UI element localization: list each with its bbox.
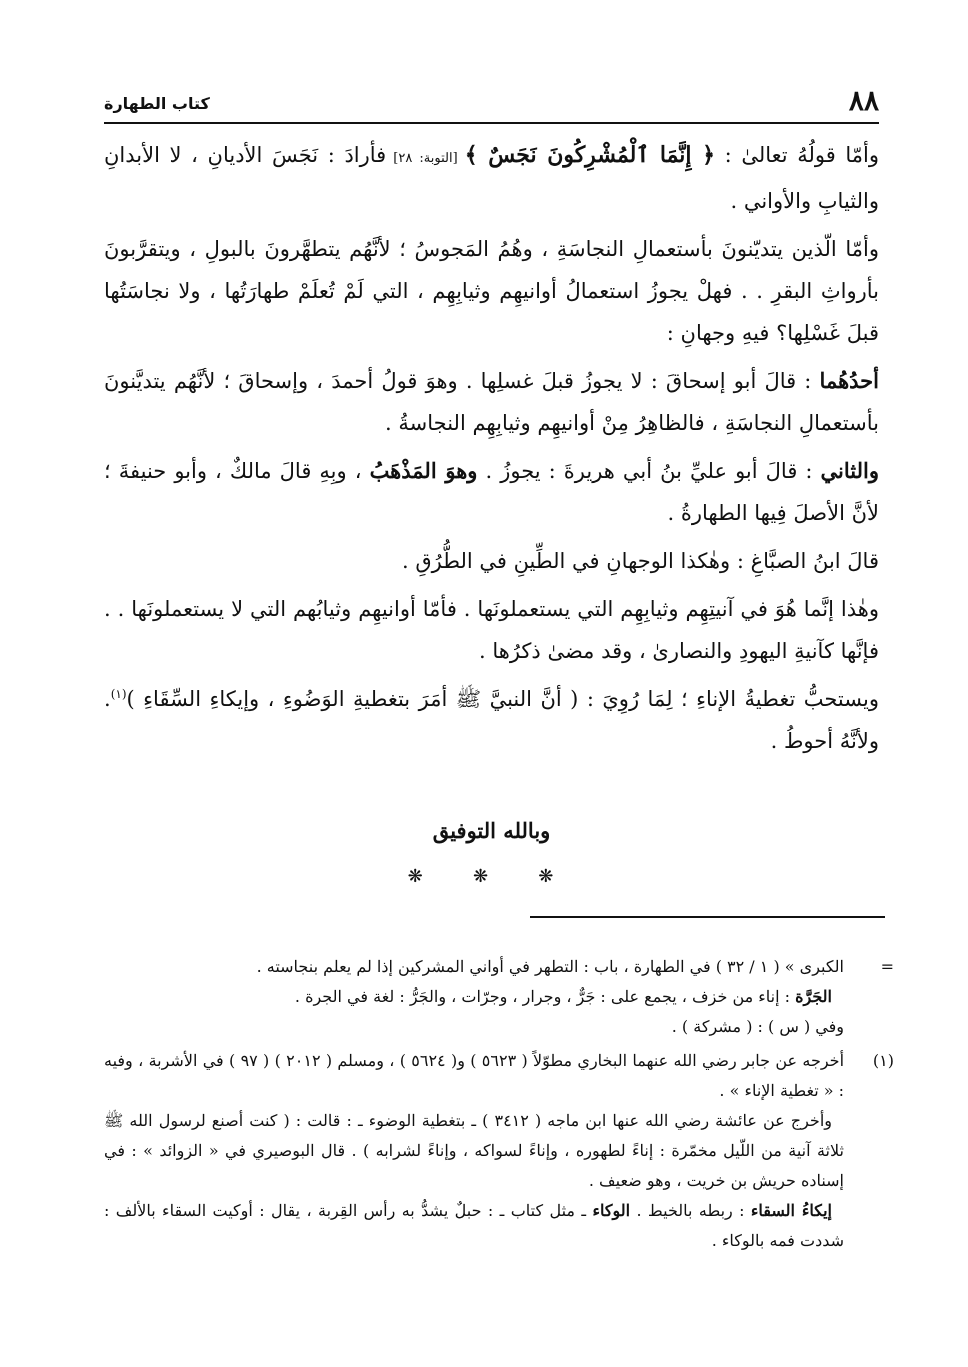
footnote-line [104,1196,844,1256]
footnotes [104,952,894,1260]
second-view-text: : قالَ أبو عليِّ بنُ أبي هريرةَ : يجوزُ . [477,459,821,483]
footnote-reference[interactable]: (١) [110,687,127,701]
footnote-line: أخرجه عن جابر رضي الله عنهما البخاري مطوّلاً ( ٥٦٢٣ ) و( ٥٦٢٤ ) ، ومسلم ( ٢٠١٢ ) ( ٩٧ ) في الأشربة ، وفيه : « تغطية الإناء » . [104,1051,845,1100]
covering-end: . ولأنَّهُ أحوطُ . [104,687,879,753]
gloss-term: الوكاء [592,1201,631,1220]
gloss-text: ـ مثل كتاب ـ : حبلٌ يشدُّ به رأس القِربة ، يقال : أوكيت السقاء بالألف : شددت فمه بالوكاء . [104,1201,844,1250]
footnote-1-marker: (١) [872,1051,894,1070]
paragraph-second-view [104,450,879,534]
footnote-continued [104,952,894,1042]
footnote-line: الكبرى » ( ١ / ٣٢ ) في الطهارة ، باب : التطهر في أواني المشركين إذا لم يعلم بنجاسته . [256,957,844,976]
gloss-term: إيكاءُ السقاء [750,1201,832,1220]
madhhab-label: وهوَ المَذْهَبُ [369,458,478,483]
first-view-label: أحدُهُما [819,368,879,393]
closing-phrase: وبالله التوفيق [432,818,551,843]
footnote-line: وفي ( س ) : ( مشركة ) . [671,1017,844,1036]
footnote-continued-marker: = [880,957,894,976]
gloss-text: : ربطه بالخيط . [630,1201,751,1220]
page-header [104,82,879,124]
covering-text: ويستحبُّ تغطيةُ الإناءِ ؛ لِمَا رُوِيَ : ( أنَّ النبيَّ ﷺ أمَرَ بتغطيةِ الوَضُوءِ ، وإيكاءِ السِّقَاءِ ) [126,687,879,711]
first-view-text: : قالَ أبو إسحاقَ : لا يجوزُ قبلَ غسلِها . وهوَ قولُ أحمدَ ، وإسحاقَ ؛ لأنَّهُم يتديَّنونَ بأستعمالِ النجاسَةِ ، فالظاهِرُ مِنْ أوانيهِم وثيابِهِم النجاسةُ . [104,369,879,435]
section-ornament: ❋ ❋ ❋ [407,866,576,887]
quran-verse: ﴿ إِنَّمَا ٱلْمُشْرِكُونَ نَجَسٌ ﴾ [464,142,716,168]
running-head: كتاب الطهارة [104,94,210,113]
gloss-text: : إناء من خزف ، يجمع على : جَرٌّ ، وجرار ، وجرّات ، والجَرُّ : لغة في الجرة . [294,987,796,1006]
verse-intro: وأمّا قولُهُ تعالىٰ : [715,143,879,167]
paragraph-magians: وأمّا الّذين يتديّنونَ بأستعمالِ النجاسَةِ ، وهُمُ المَجوسُ ؛ لأنَّهُم يتطهَّرونَ بالبولِ ، ويتقرَّبونَ بأرواثِ البقرِ . . فهلْ يجوزُ استعمالُ أوانيهِم وثيابِهِم ، التي لَمْ تُعلَمْ طهارَتُها ، ولا نجاسَتُها قبلَ غَسْلِها؟ فيهِ وجهانِ : [104,237,879,345]
second-view-rest: ، وبِهِ قالَ مالكٌ ، وأبو حنيفةَ ؛ لأنَّ الأصلَ فِيها الطهارةُ . [104,459,879,525]
main-text [104,134,879,768]
footnote-line [104,982,844,1012]
footnote-line: وأخرج عن عائشة رضي الله عنها ابن ماجه ( ٣٤١٢ ) ـ بتغطية الوضوء ـ : قالت : ( كنت أصنع لرسول الله ﷺ ثلاثة آنية من اللّيل مخمّرة : إناءً لطهوره ، وإناءً لسواكه ، وإناءً لشرابه ) . قال البوصيري في « الزوائد » : في إسناده حريش بن خريت ، وهو ضعيف . [104,1111,844,1190]
verse-explanation: فأرادَ : نَجَسَ الأديانِ ، لا الأبدانِ والثيابِ والأواني . [104,143,879,213]
paragraph-vessels: وهٰذا إنَّما هُوَ في آنيتِهِم وثيابِهِم التي يستعملونَها . فأمّا أوانيهِم وثيابُهم التي لا يستعملونَها . . فإنَّها كآنيةِ اليهودِ والنصارىٰ ، وقد مضىٰ ذكرُها . [104,597,879,663]
footnote-divider [530,916,885,918]
paragraph-covering [104,678,879,762]
footnote-1 [104,1046,894,1256]
paragraph-first-view [104,360,879,444]
paragraph-ibn-sabbagh: قالَ ابنُ الصبَّاغِ : وهٰكذا الوجهانِ في الطِّينِ في الطُّرُقِ . [401,549,879,573]
paragraph-verse [104,134,879,222]
second-view-label: والثاني [820,458,880,483]
gloss-term: الجَرَّة [795,987,832,1006]
verse-citation: [التوبة: ٢٨] [386,151,465,166]
page-number: ٨٨ [848,84,879,117]
